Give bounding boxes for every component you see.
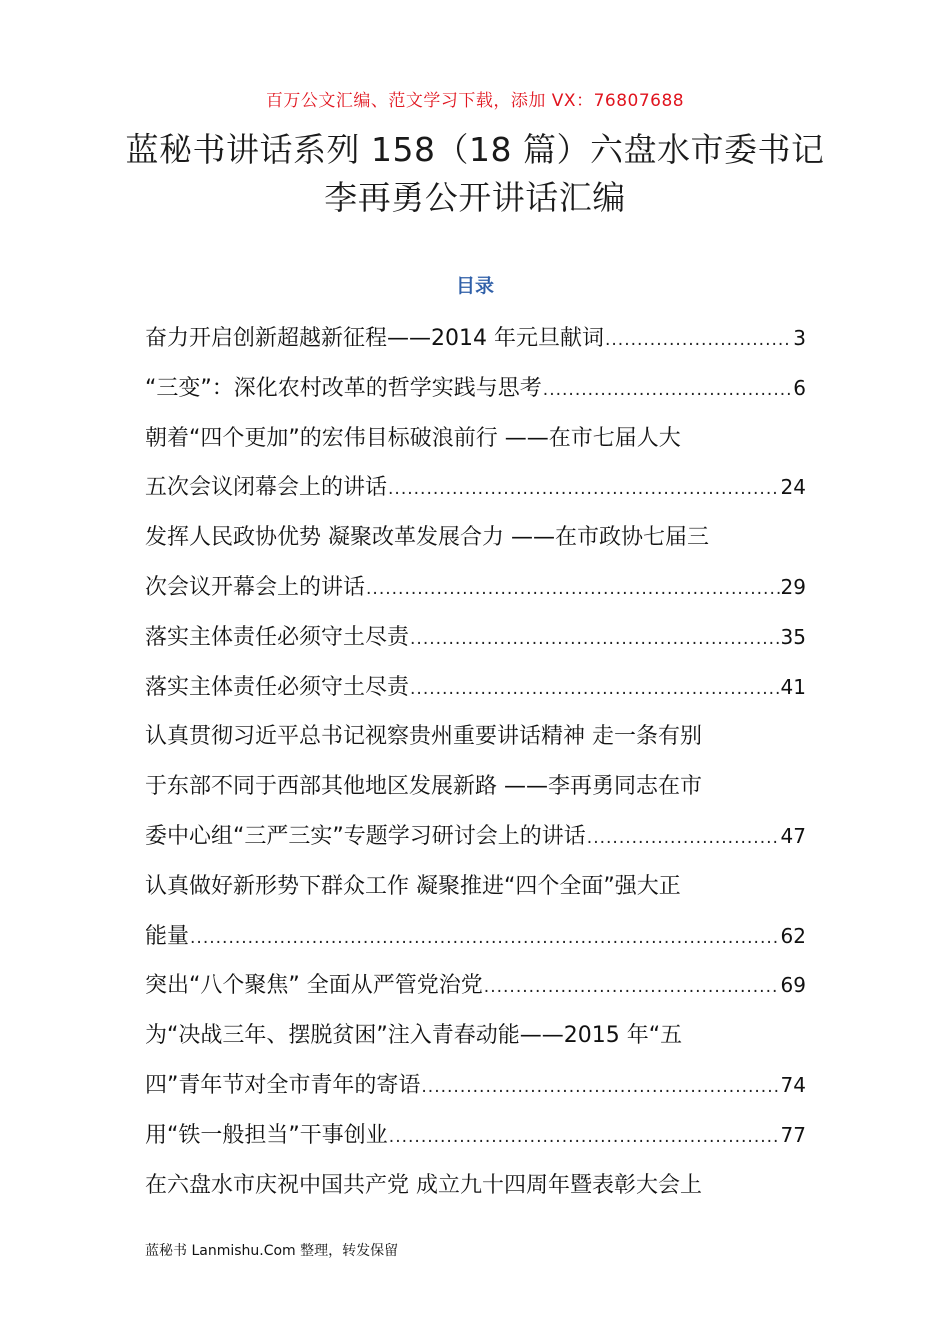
toc-entry-line: [145, 663, 806, 713]
toc-entry-text: 次会议开幕会上的讲话: [145, 574, 366, 600]
toc-entry[interactable]: [145, 1161, 806, 1211]
toc-page-number: 69: [780, 973, 806, 998]
toc-dot-leader: [409, 665, 780, 713]
toc-heading: 目录: [455, 275, 494, 297]
toc-page-number: 41: [780, 674, 806, 699]
toc-entry-text: 朝着“四个更加”的宏伟目标破浪前行 ——在市七届人大: [145, 425, 681, 451]
toc-page-number: 74: [780, 1072, 806, 1097]
header-note: 百万公文汇编、范文学习下载，添加 VX：76807688: [265, 91, 685, 111]
toc-entry-line: [145, 513, 806, 563]
toc-entry-text: “三变”：深化农村改革的哲学实践与思考: [145, 375, 542, 401]
toc-entry-text: 认真做好新形势下群众工作 凝聚推进“四个全面”强大正: [145, 873, 681, 899]
toc-entry[interactable]: [145, 663, 806, 713]
toc-entry-line: [145, 862, 806, 912]
toc-page-number: 47: [780, 823, 806, 848]
table-of-contents: [145, 314, 806, 1210]
toc-page-number: 24: [780, 475, 806, 500]
toc-entry[interactable]: [145, 1111, 806, 1161]
toc-entry-text: 四”青年节对全市青年的寄语: [145, 1072, 421, 1098]
toc-page-number: 35: [780, 624, 806, 649]
toc-entry[interactable]: [145, 961, 806, 1011]
toc-entry-text: 突出“八个聚焦” 全面从严管党治党: [145, 973, 483, 999]
toc-dot-leader: [388, 1113, 780, 1161]
toc-entry[interactable]: [145, 1011, 806, 1111]
toc-entry[interactable]: [145, 314, 806, 364]
toc-page-number: 29: [780, 574, 806, 599]
toc-entry[interactable]: [145, 513, 806, 613]
toc-entry-line: [145, 1011, 806, 1061]
toc-entry-text: 认真贯彻习近平总书记视察贵州重要讲话精神 走一条有别: [145, 724, 702, 750]
toc-entry-line: [145, 613, 806, 663]
toc-entry[interactable]: [145, 414, 806, 514]
toc-entry-text: 为“决战三年、摆脱贫困”注入青春动能——2015 年“五: [145, 1023, 683, 1049]
toc-entry-line: [145, 364, 806, 414]
toc-page-number: 77: [780, 1122, 806, 1147]
toc-entry[interactable]: [145, 712, 806, 861]
footer-note: 蓝秘书 Lanmishu.Com 整理，转发保留: [145, 1243, 399, 1259]
toc-entry-line: [145, 1161, 806, 1211]
toc-entry-text: 落实主体责任必须守土尽责: [145, 674, 410, 700]
toc-entry-text: 五次会议闭幕会上的讲话: [145, 475, 388, 501]
toc-dot-leader: [387, 465, 780, 513]
toc-entry-text: 用“铁一般担当”干事创业: [145, 1122, 388, 1148]
toc-entry-line: [145, 812, 806, 862]
toc-entry-line: [145, 414, 806, 464]
toc-entry-line: [145, 762, 806, 812]
toc-entry-line: [145, 1061, 806, 1111]
toc-dot-leader: [483, 963, 780, 1011]
toc-entry-text: 落实主体责任必须守土尽责: [145, 624, 410, 650]
toc-entry-text: 于东部不同于西部其他地区发展新路 ——李再勇同志在市: [145, 774, 702, 800]
toc-dot-leader: [409, 615, 780, 663]
toc-dot-leader: [604, 316, 792, 364]
toc-page-number: 6: [793, 375, 806, 400]
toc-dot-leader: [365, 565, 780, 613]
toc-dot-leader: [586, 814, 780, 862]
toc-entry-line: [145, 563, 806, 613]
toc-entry-text: 在六盘水市庆祝中国共产党 成立九十四周年暨表彰大会上: [145, 1172, 702, 1198]
toc-page-number: 3: [793, 326, 806, 350]
toc-entry[interactable]: [145, 364, 806, 414]
toc-entry-line: [145, 1111, 806, 1161]
toc-entry-line: [145, 463, 806, 513]
toc-dot-leader: [420, 1063, 779, 1111]
toc-entry-line: [145, 712, 806, 762]
toc-entry[interactable]: [145, 613, 806, 663]
toc-dot-leader: [542, 366, 792, 414]
toc-entry-line: [145, 314, 806, 364]
toc-dot-leader: [189, 914, 780, 962]
document-title: 蓝秘书讲话系列 158（18 篇）六盘水市委书记李再勇公开讲话汇编: [125, 130, 825, 217]
toc-entry-text: 能量: [145, 923, 190, 949]
toc-page-number: 62: [780, 923, 806, 948]
toc-entry-line: [145, 912, 806, 962]
toc-entry-line: [145, 961, 806, 1011]
toc-entry[interactable]: [145, 862, 806, 962]
toc-entry-text: 委中心组“三严三实”专题学习研讨会上的讲话: [145, 823, 586, 849]
toc-entry-text: 发挥人民政协优势 凝聚改革发展合力 ——在市政协七届三: [145, 525, 709, 551]
toc-entry-text: 奋力开启创新超越新征程——2014 年元旦献词: [145, 326, 604, 351]
